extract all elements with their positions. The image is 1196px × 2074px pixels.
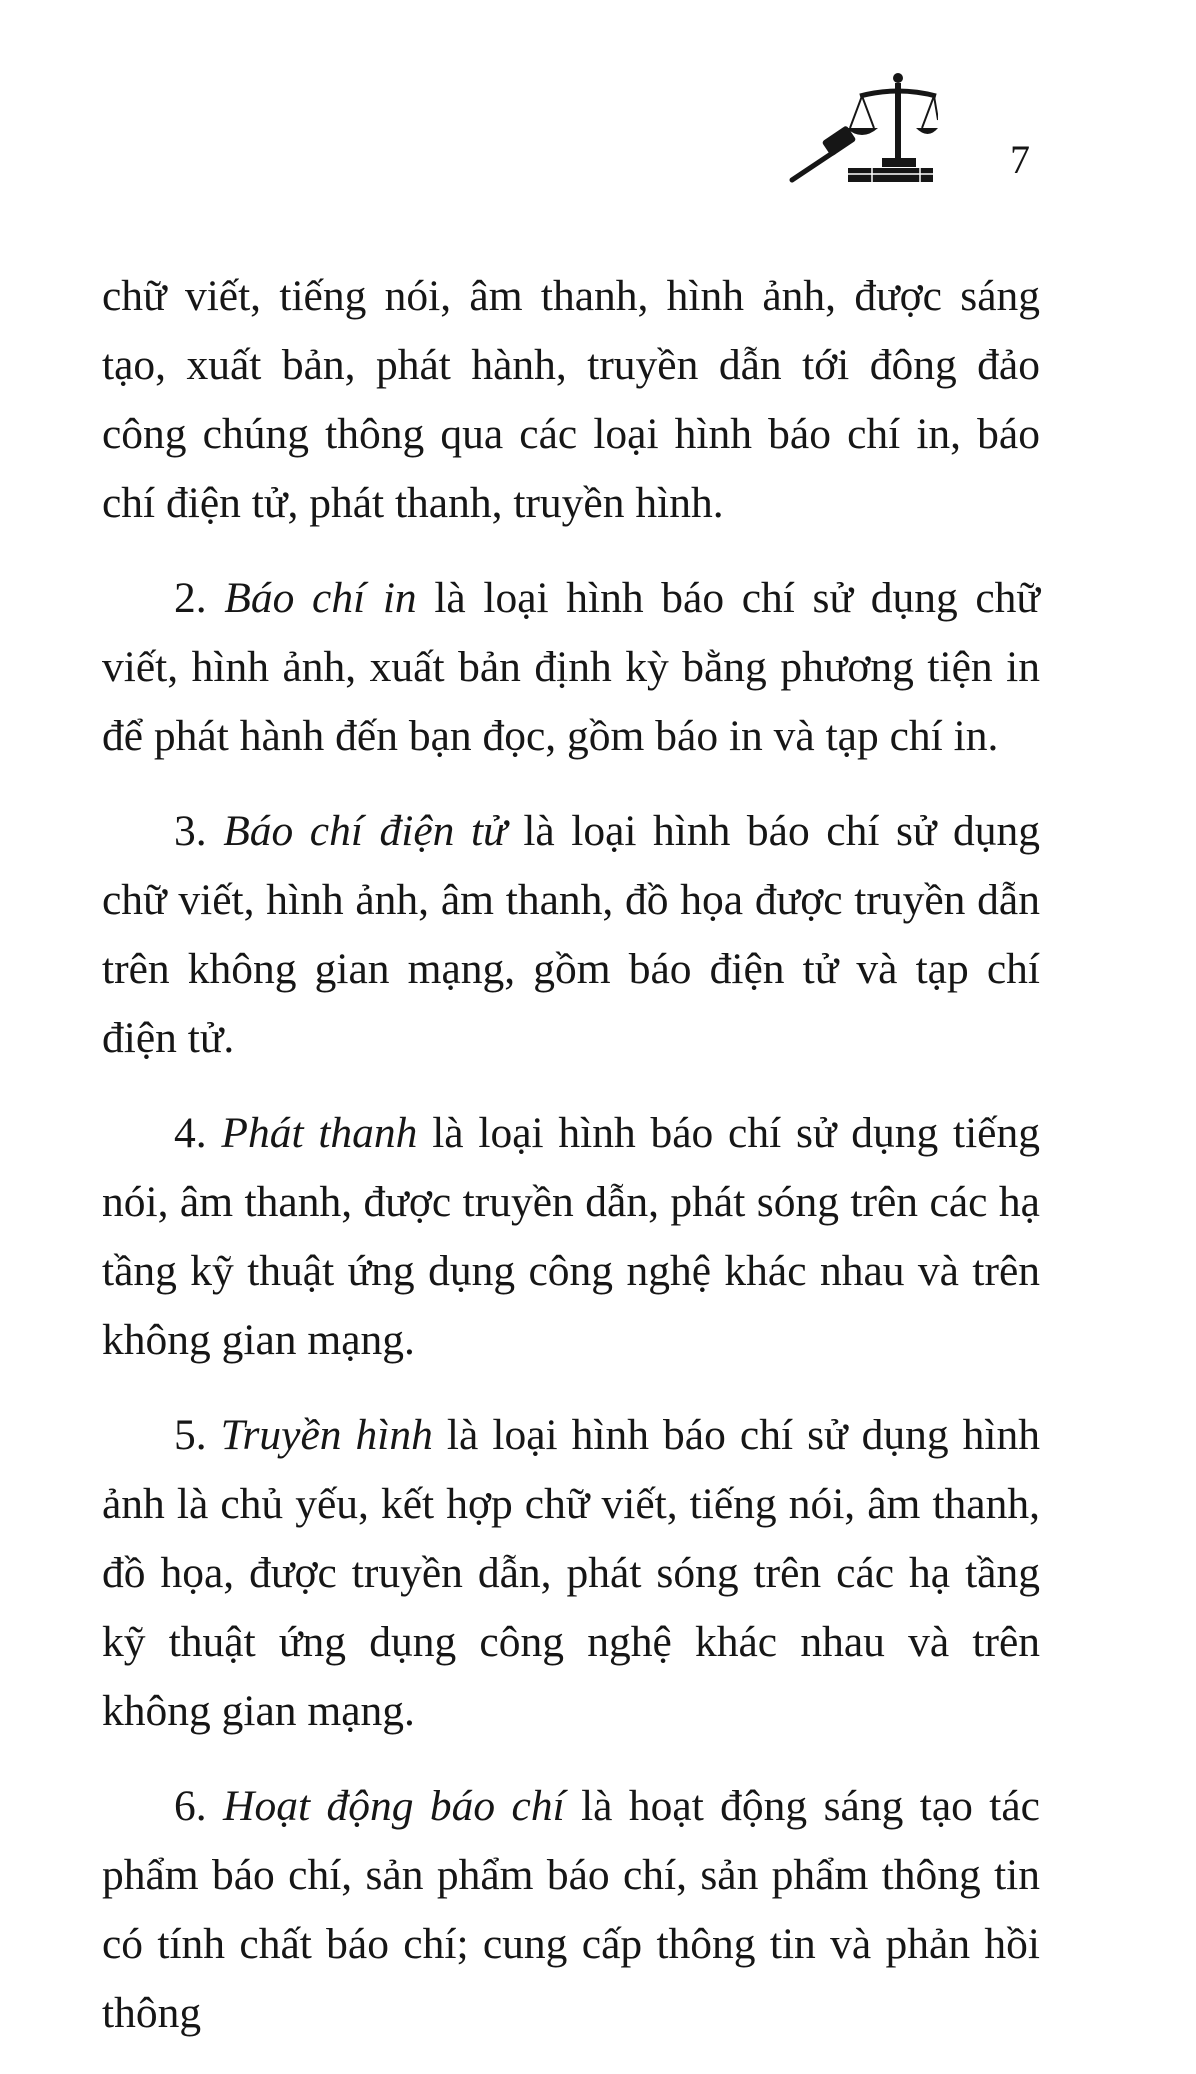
definition-paragraph (102, 1772, 1040, 2048)
page-header (0, 0, 1196, 200)
paragraph-text: là loại hình báo chí sử dụng tiếng nói, âm thanh, được truyền dẫn, phát sóng trên các hạ tầng kỹ thuật ứng dụng công nghệ khác nhau và trên không gian mạng. (102, 1109, 1040, 1364)
paragraph-continued (102, 262, 1040, 538)
paragraph-number: 6. (174, 1782, 224, 1830)
definition-paragraph (102, 1099, 1040, 1375)
defined-term: Báo chí in (224, 574, 417, 622)
body-text (102, 262, 1040, 2074)
paragraph-text: là loại hình báo chí sử dụng chữ viết, hình ảnh, âm thanh, đồ họa được truyền dẫn trên không gian mạng, gồm báo điện tử và tạp chí điện tử. (102, 807, 1041, 1062)
definition-paragraph (102, 797, 1040, 1073)
definition-paragraph (102, 1401, 1040, 1746)
paragraph-number: 3. (174, 807, 224, 855)
page-number: 7 (1010, 137, 1030, 182)
paragraph-number: 4. (174, 1109, 222, 1157)
paragraph-text: chữ viết, tiếng nói, âm thanh, hình ảnh, được sáng tạo, xuất bản, phát hành, truyền dẫn tới đông đảo công chúng thông qua các loại hình báo chí in, báo chí điện tử, phát thanh, truyền hình. (102, 272, 1040, 527)
definition-paragraph (102, 564, 1040, 771)
defined-term: Hoạt động báo chí (223, 1782, 565, 1830)
paragraph-number: 2. (174, 574, 225, 622)
defined-term: Truyền hình (220, 1411, 433, 1459)
paragraph-text: là loại hình báo chí sử dụng chữ viết, hình ảnh, xuất bản định kỳ bằng phương tiện in để phát hành đến bạn đọc, gồm báo in và tạp chí in. (102, 574, 1040, 760)
paragraph-number: 5. (174, 1411, 221, 1459)
defined-term: Phát thanh (221, 1109, 418, 1157)
paragraph-text: là hoạt động sáng tạo tác phẩm báo chí, sản phẩm báo chí, sản phẩm thông tin có tính chất báo chí; cung cấp thông tin và phản hồi thông (102, 1782, 1040, 2037)
scales-of-justice-gavel-icon (788, 70, 938, 185)
paragraph-text: là loại hình báo chí sử dụng hình ảnh là chủ yếu, kết hợp chữ viết, tiếng nói, âm thanh, đồ họa, được truyền dẫn, phát sóng trên các hạ tầng kỹ thuật ứng dụng công nghệ khác nhau và trên không gian mạng. (102, 1411, 1041, 1735)
defined-term: Báo chí điện tử (223, 807, 507, 855)
